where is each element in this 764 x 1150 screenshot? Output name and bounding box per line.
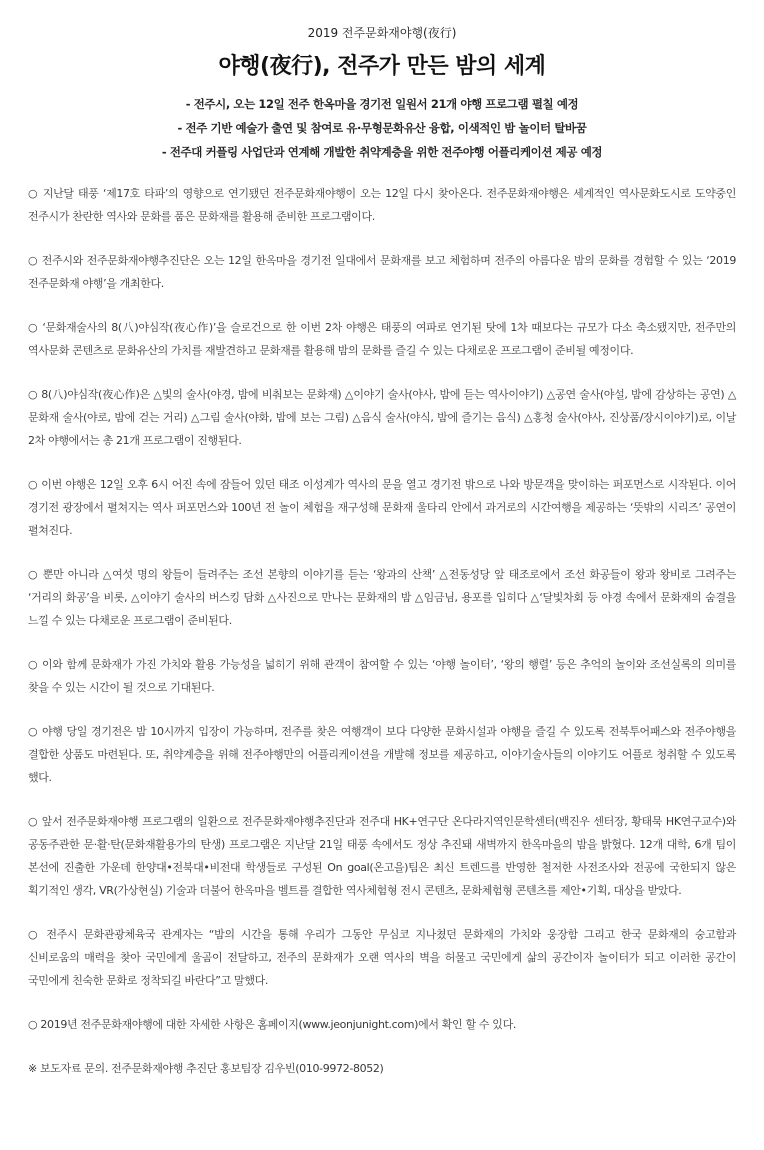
body-paragraph: ○ 지난달 태풍 ‘제17호 타파’의 영향으로 연기됐던 전주문화재야행이 오는 12일 다시 찾아온다. 전주문화재야행은 세계적인 역사문화도시로 도약중인 전주시가 찬란한 역사와 문화를 품은 문화재를 활용해 준비한 프로그램이다. (28, 187, 736, 223)
body-paragraph: ○ 2019년 전주문화재야행에 대한 자세한 사항은 홈페이지(www.jeonjunight.com)에서 확인 할 수 있다. (28, 1018, 517, 1031)
event-kicker: 2019 전주문화재야행(夜行) (307, 26, 457, 40)
body-paragraph: ○ ‘문화재술사의 8(八)야심작(夜心作)’을 슬로건으로 한 이번 2차 야행은 태풍의 여파로 연기된 탓에 1차 때보다는 규모가 다소 축소됐지만, 전주만의 역사문화 콘텐츠로 문화유산의 가치를 재발견하고 문화재를 활용해 밤의 문화를 즐길 수 있는 다채로운 프로그램이 준비될 예정이다. (28, 321, 736, 357)
headline: 야행(夜行), 전주가 만든 밤의 세계 (218, 54, 546, 79)
body-paragraph: ○ 8(八)야심작(夜心作)은 △빛의 술사(야경, 밤에 비춰보는 문화재) △이야기 술사(야사, 밤에 듣는 역사이야기) △공연 술사(야설, 밤에 감상하는 공연) △문화재 술사(야로, 밤에 걷는 거리) △그림 술사(야화, 밤에 보는 그림) △음식 술사(야식, 밤에 즐기는 음식) △홍청 술사(야사, 진상품/장시이야기)로, 이날 2차 야행에서는 총 21개 프로그램이 진행된다. (28, 388, 736, 447)
subheadline: - 전주대 커플링 사업단과 연계해 개발한 취약계층을 위한 전주야행 어플리케이션 제공 예정 (161, 145, 603, 159)
subheadline-list (0, 92, 764, 164)
body-paragraph: ○ 이번 야행은 12일 오후 6시 어진 속에 잠들어 있던 태조 이성계가 역사의 문을 열고 경기전 밖으로 나와 방문객을 맞이하는 퍼포먼스로 시작된다. 이어 경기전 광장에서 펼쳐지는 역사 퍼포먼스와 100년 전 놀이 체험을 재구성해 문화재 울타리 안에서 과거로의 시간여행을 제공하는 ‘뜻밖의 시리즈’ 공연이 펼쳐진다. (28, 478, 736, 537)
press-contact: ※ 보도자료 문의. 전주문화재야행 추진단 홍보팀장 김우빈(010-9972-8052) (28, 1062, 384, 1075)
body-paragraph: ○ 야행 당일 경기전은 밤 10시까지 입장이 가능하며, 전주를 찾은 여행객이 보다 다양한 문화시설과 야행을 즐길 수 있도록 전북투어패스와 전주야행을 결합한 상품도 마련된다. 또, 취약계층을 위해 전주야행만의 어플리케이션을 개발해 정보를 제공하고, 이야기술사들의 이야기도 어플로 청취할 수 있도록 했다. (28, 725, 736, 784)
press-release-header (0, 0, 764, 164)
body-paragraph: ○ 전주시 문화관광체육국 관계자는 “밤의 시간을 통해 우리가 그동안 무심코 지나쳤던 문화재의 가치와 웅장함 그리고 한국 문화재의 숭고함과 신비로움의 매력을 찾아 국민에게 울곰이 전달하고, 전주의 문화재가 오랜 역사의 벽을 허물고 국민에게 삶의 공간이자 놀이터가 되고 이러한 공간이 국민에게 친숙한 문화로 정착되길 바란다”고 말했다. (28, 928, 736, 987)
subheadline: - 전주 기반 예술가 출연 및 참여로 유·무형문화유산 융합, 이색적인 밤 놀이터 탈바꿈 (177, 121, 587, 135)
body-paragraph: ○ 뿐만 아니라 △여섯 명의 왕들이 들려주는 조선 본향의 이야기를 듣는 ‘왕과의 산책’ △전동성당 앞 태조로에서 조선 화공들이 왕과 왕비로 그려주는 ‘거리의 화공’을 비롯, △이야기 술사의 버스킹 담화 △사진으로 만나는 문화재의 밤 △임금님, 용포를 입히다 △‘달빛차회 등 야경 속에서 문화재의 숨결을 느낄 수 있는 다채로운 프로그램이 준비된다. (28, 568, 736, 627)
subheadline: - 전주시, 오는 12일 전주 한옥마을 경기전 일원서 21개 야행 프로그램 펼칠 예정 (185, 97, 579, 111)
body-paragraph: ○ 앞서 전주문화재야행 프로그램의 일환으로 전주문화재야행추진단과 전주대 HK+연구단 온다라지역인문학센터(백진우 센터장, 황태묵 HK연구교수)와 공동주관한 문·활·탄(문화재활용가의 탄생) 프로그램은 지난달 21일 태풍 속에서도 정상 추진돼 새벽까지 한옥마을의 밤을 밝혔다. 12개 대학, 6개 팀이 본선에 진출한 가운데 한양대•전북대•비전대 학생들로 구성된 On goal(온고을)팀은 최신 트렌드를 반영한 철저한 사전조사와 전공에 국한되지 않은 획기적인 생각, VR(가상현실) 기술과 더불어 한옥마을 벨트를 결합한 역사체험형 전시 콘텐츠, 문화체험형 콘텐츠를 제안•기획, 대상을 받았다. (28, 815, 736, 897)
article-body (0, 164, 764, 1080)
body-paragraph: ○ 이와 함께 문화재가 가진 가치와 활용 가능성을 넓히기 위해 관객이 참여할 수 있는 ‘야행 놀이터’, ‘왕의 행렬’ 등은 추억의 놀이와 조선실록의 의미를 찾을 수 있는 시간이 될 것으로 기대된다. (28, 658, 736, 694)
body-paragraph: ○ 전주시와 전주문화재야행추진단은 오는 12일 한옥마을 경기전 일대에서 문화재를 보고 체험하며 전주의 아름다운 밤의 문화를 경험할 수 있는 ‘2019 전주문화재 야행’을 개최한다. (28, 254, 736, 290)
